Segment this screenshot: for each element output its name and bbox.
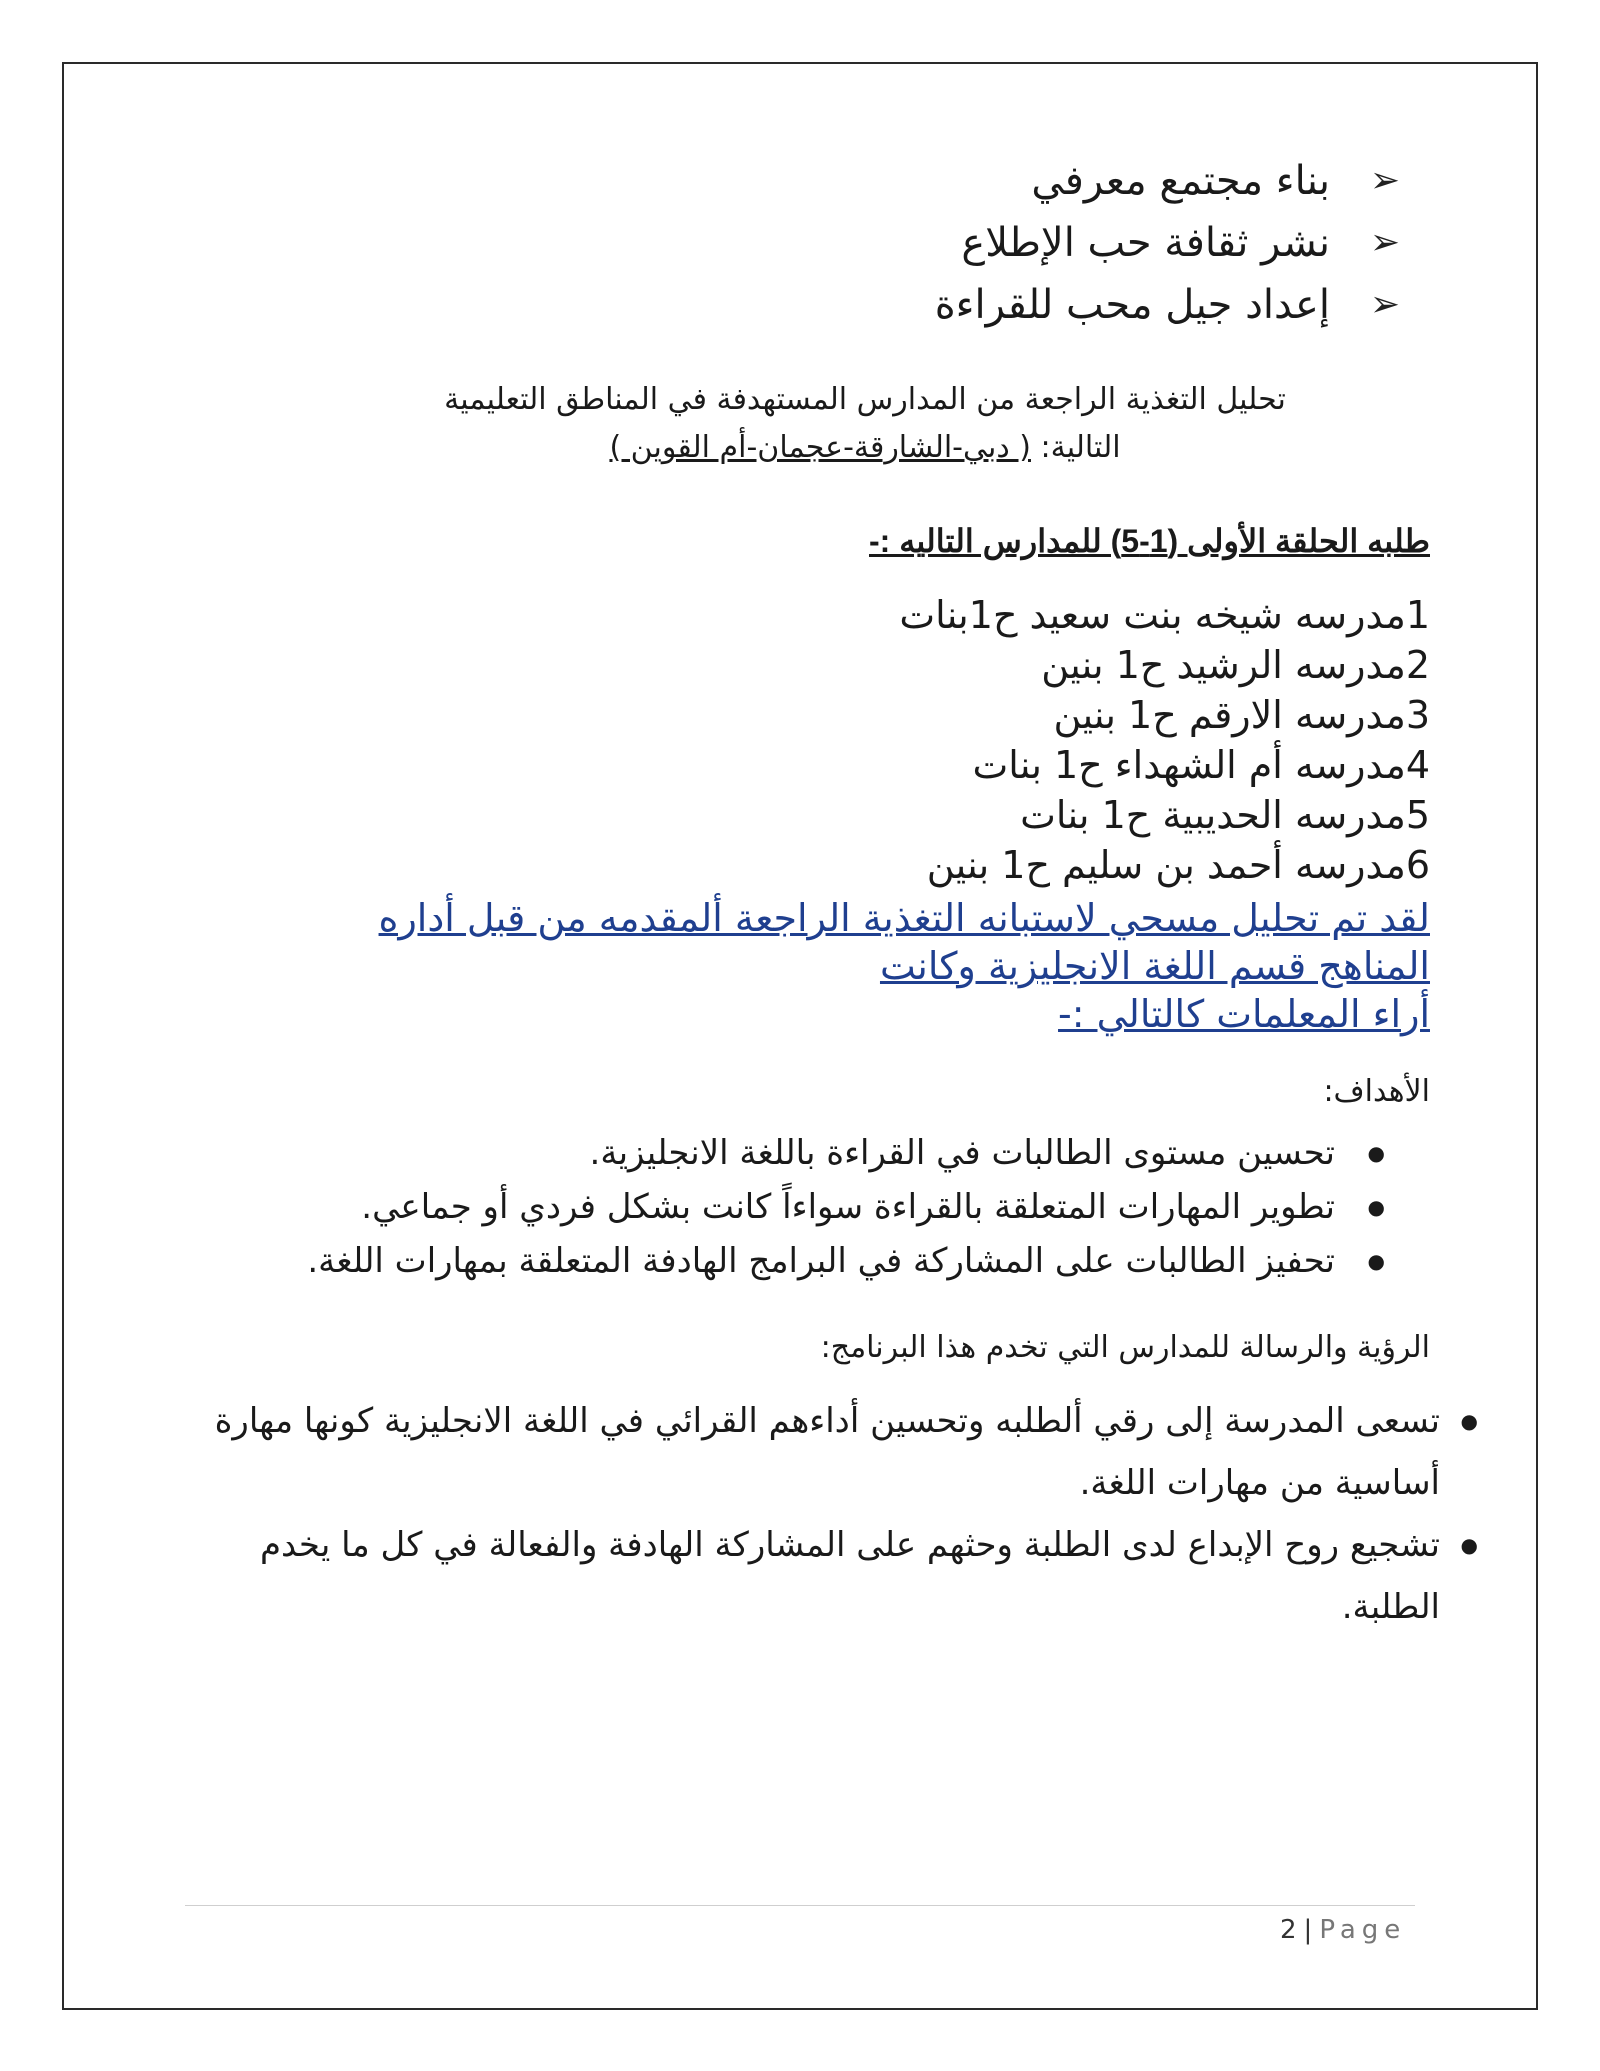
objectives-arrow-list	[180, 150, 1430, 336]
analysis-title	[180, 376, 1430, 472]
goals-label: الأهداف:	[1323, 1074, 1430, 1109]
arrow-bullet-icon: ➢	[1369, 284, 1400, 325]
footer-separator: |	[1303, 1915, 1314, 1945]
school-item: 2مدرسه الرشيد ح1 بنين	[1041, 643, 1430, 687]
survey-line-2: المناهج قسم اللغة الانجليزية وكانت	[879, 944, 1430, 988]
regions-list: ( دبي-الشارقة-عجمان-أم القوين )	[609, 430, 1031, 465]
school-item: 1مدرسه شيخه بنت سعيد ح1بنات	[899, 593, 1430, 637]
section-heading: طلبه الحلقة الأولى (1-5) للمدارس التاليه :-	[869, 523, 1430, 559]
arrow-bullet-icon: ➢	[1369, 160, 1400, 201]
schools-list	[180, 590, 1430, 890]
arrow-list-item	[180, 150, 1400, 212]
survey-line-1: لقد تم تحليل مسحي لاستبانه التغذية الراجعة ألمقدمه من قبل أداره	[378, 896, 1430, 940]
page-number: 2	[1280, 1915, 1298, 1945]
survey-line-3: أراء المعلمات كالتالي :-	[1058, 992, 1430, 1036]
school-item: 3مدرسه الارقم ح1 بنين	[1053, 693, 1430, 737]
footer-divider	[185, 1905, 1415, 1906]
goal-item: ● تحسين مستوى الطالبات في القراءة باللغة الانجليزية.	[180, 1126, 1430, 1180]
goal-item: ● تطوير المهارات المتعلقة بالقراءة سواءاً كانت بشكل فردي أو جماعي.	[180, 1180, 1430, 1234]
arrow-item-text: نشر ثقافة حب الإطلاع	[961, 220, 1330, 266]
arrow-bullet-icon: ➢	[1369, 222, 1400, 263]
analysis-line-2	[300, 424, 1430, 472]
vision-label: الرؤية والرسالة للمدارس التي تخدم هذا البرنامج:	[820, 1330, 1430, 1365]
analysis-line-1: تحليل التغذية الراجعة من المدارس المستهدفة في المناطق التعليمية	[444, 382, 1286, 417]
goals-list	[180, 1126, 1430, 1288]
document-body	[180, 150, 1440, 1638]
school-item: 6مدرسه أحمد بن سليم ح1 بنين	[926, 843, 1430, 887]
analysis-line-2-prefix: التالية:	[1030, 430, 1121, 465]
arrow-list-item	[180, 212, 1400, 274]
vision-item: ● تسعى المدرسة إلى رقي ألطلبه وتحسين أداءهم القرائي في اللغة الانجليزية كونها مهارة أساسية من مهارات اللغة.	[180, 1390, 1440, 1514]
school-item: 4مدرسه أم الشهداء ح1 بنات	[972, 743, 1430, 787]
page-word: Page	[1319, 1915, 1407, 1945]
arrow-item-text: بناء مجتمع معرفي	[1031, 158, 1330, 204]
page-footer	[1280, 1915, 1406, 1945]
survey-paragraph	[180, 894, 1430, 1038]
arrow-item-text: إعداد جيل محب للقراءة	[934, 282, 1330, 328]
vision-list	[180, 1390, 1440, 1638]
school-item: 5مدرسه الحديبية ح1 بنات	[1020, 793, 1430, 837]
goal-item: ● تحفيز الطالبات على المشاركة في البرامج الهادفة المتعلقة بمهارات اللغة.	[180, 1234, 1430, 1288]
vision-item: ● تشجيع روح الإبداع لدى الطلبة وحثهم على المشاركة الهادفة والفعالة في كل ما يخدم الطلبة.	[180, 1514, 1440, 1638]
arrow-list-item	[180, 274, 1400, 336]
